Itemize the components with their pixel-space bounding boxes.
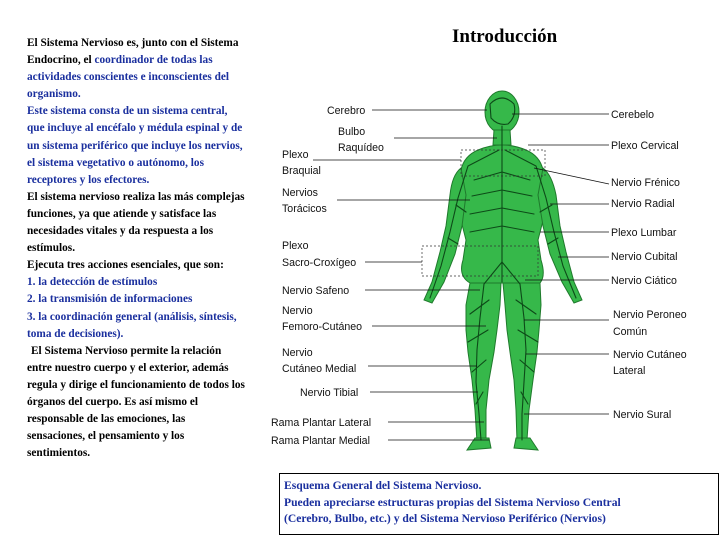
label-nervio-frenico: Nervio Frénico xyxy=(611,177,680,189)
left-labels xyxy=(271,105,384,447)
intro-paragraph-4: Ejecuta tres acciones esenciales, que son: xyxy=(27,259,224,272)
caption-line-1: Esquema General del Sistema Nervioso. xyxy=(284,479,482,492)
label-nervio-radial: Nervio Radial xyxy=(611,198,675,210)
intro-p1-part-a: El Sistema Nervioso es, junto con el Sistema Endocrino, el xyxy=(27,37,239,67)
label-bulbo-1: Bulbo xyxy=(338,126,366,138)
label-cutaneo-medial-1: Nervio xyxy=(282,347,313,359)
label-rama-medial: Rama Plantar Medial xyxy=(271,435,370,447)
caption-line-3: (Cerebro, Bulbo, etc.) y del Sistema Nervioso Periférico (Nervios) xyxy=(284,512,606,526)
label-plexo-braquial-2: Braquial xyxy=(282,165,321,177)
action-item-2: 2. la transmisión de informaciones xyxy=(27,293,193,306)
label-plexo-sacro-2: Sacro-Croxígeo xyxy=(282,257,357,269)
intro-paragraph-3: El sistema nervioso realiza las más complejas funciones, ya que atiende y satisface las necesidades vitales y da respuesta a los estímulos. xyxy=(27,190,245,255)
label-peroneo-1: Nervio Peroneo xyxy=(613,309,687,321)
label-femoro-2: Femoro-Cutáneo xyxy=(282,321,363,333)
label-peroneo-2: Común xyxy=(613,326,648,338)
label-rama-lateral: Rama Plantar Lateral xyxy=(271,417,372,429)
label-nervio-cubital: Nervio Cubital xyxy=(611,251,678,263)
label-plexo-lumbar: Plexo Lumbar xyxy=(611,227,677,239)
label-femoro-1: Nervio xyxy=(282,305,313,317)
label-cutaneo-lateral-1: Nervio Cutáneo xyxy=(613,349,687,361)
label-cerebro: Cerebro xyxy=(327,105,366,117)
label-cutaneo-medial-2: Cutáneo Medial xyxy=(282,363,357,375)
right-labels xyxy=(611,109,687,421)
diagram-caption xyxy=(279,473,719,535)
action-item-3: 3. la coordinación general (análisis, síntesis, toma de decisiones). xyxy=(27,310,237,340)
label-plexo-sacro-1: Plexo xyxy=(282,240,309,252)
intro-p1-part-b: coordinador de todas las actividades conscientes e inconscientes del organismo. xyxy=(27,54,230,101)
label-nervio-sural: Nervio Sural xyxy=(613,409,672,421)
intro-paragraph-5: El Sistema Nervioso permite la relación entre nuestro cuerpo y el exterior, además regula y dirige el funcionamiento de todos los órganos del cuerpo. Es así mismo el responsable de las emociones, las sensaciones, el pensamiento y los sentimientos. xyxy=(27,344,245,460)
label-bulbo-2: Raquídeo xyxy=(338,142,384,154)
label-nervio-safeno: Nervio Safeno xyxy=(282,285,350,297)
label-plexo-braquial-1: Plexo xyxy=(282,149,309,161)
label-nervios-toracicos-1: Nervios xyxy=(282,187,318,199)
intro-paragraph-2: Este sistema consta de un sistema central, que incluye al encéfalo y médula espinal y de un sistema periférico que incluye los nervios, el sistema vegetativo o autónomo, los receptores y los efectores. xyxy=(27,105,243,186)
label-cutaneo-lateral-2: Lateral xyxy=(613,365,646,377)
caption-line-2: Pueden apreciarse estructuras propias del Sistema Nervioso Central xyxy=(284,495,621,509)
label-nervio-ciatico: Nervio Ciático xyxy=(611,275,677,287)
action-item-1: 1. la detección de estímulos xyxy=(27,276,158,289)
page-title: Introducción xyxy=(452,26,558,47)
label-nervio-tibial: Nervio Tibial xyxy=(300,387,359,399)
label-nervios-toracicos-2: Torácicos xyxy=(282,203,327,215)
label-plexo-cervical: Plexo Cervical xyxy=(611,140,679,152)
label-cerebelo: Cerebelo xyxy=(611,109,654,121)
